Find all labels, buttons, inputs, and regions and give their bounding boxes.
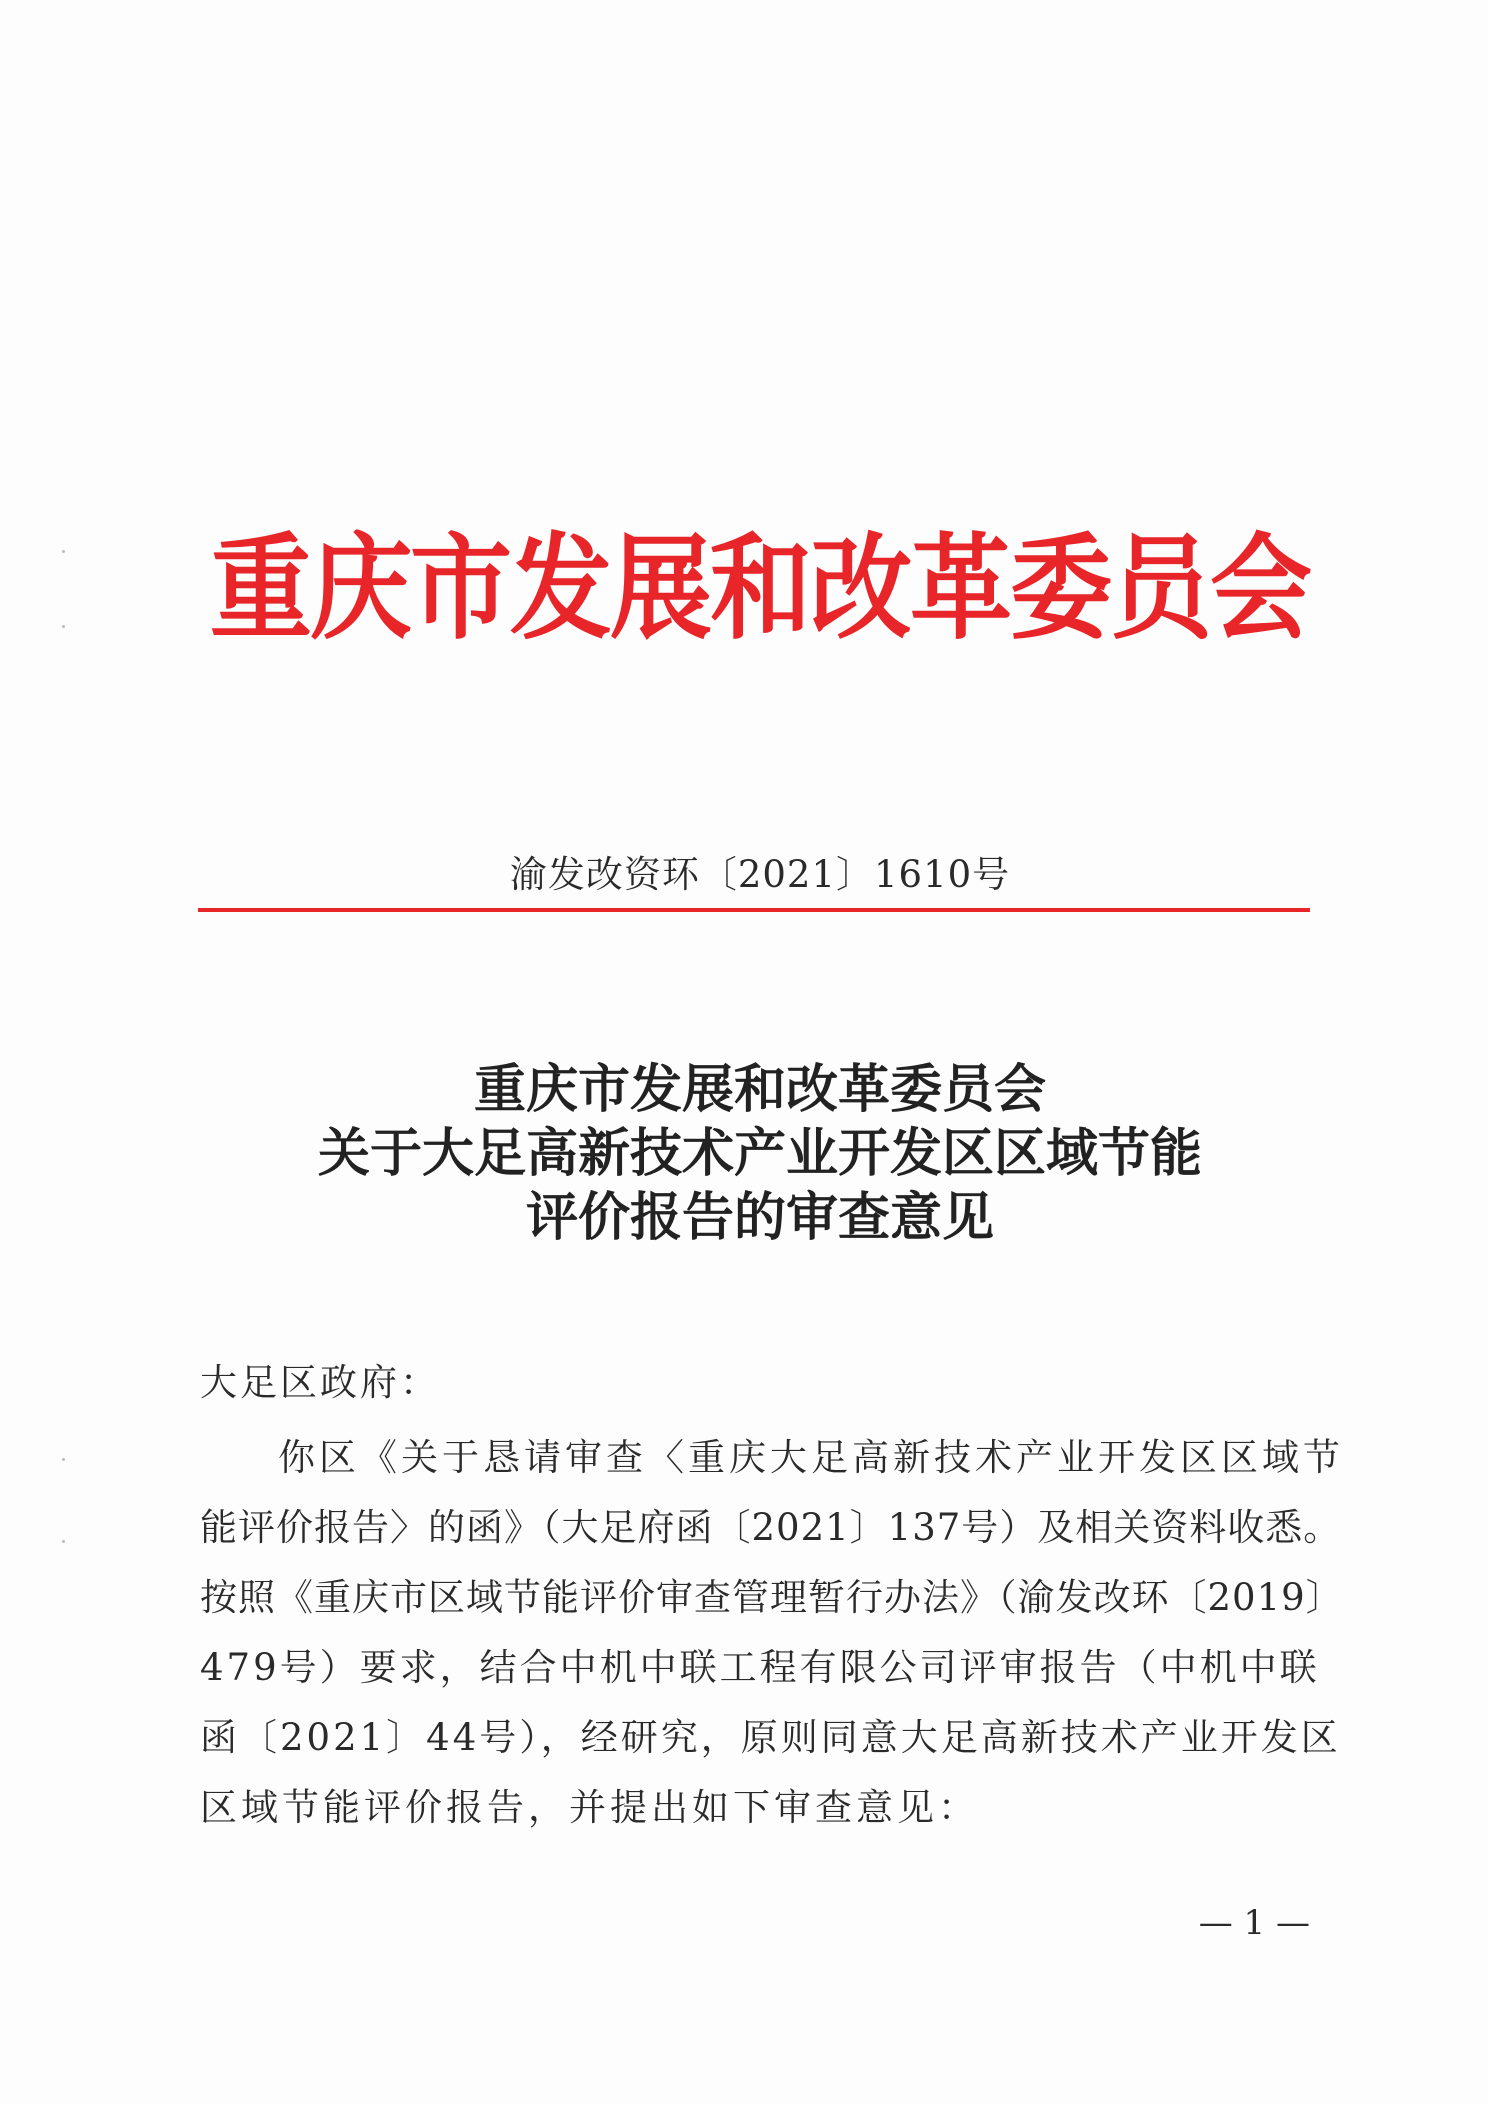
document-title <box>160 1058 1360 1250</box>
scan-speck <box>62 550 65 553</box>
body-line: 按照《重庆市区域节能评价审查管理暂行办法》（渝发改环〔2019〕 <box>200 1576 1344 1619</box>
title-line: 关于大足高新技术产业开发区区域节能 <box>317 1123 1202 1184</box>
body-paragraph <box>200 1423 1344 1843</box>
document-number: 渝发改资环〔2021〕1610号 <box>509 853 1011 896</box>
scan-speck <box>62 625 65 628</box>
body-line: 479号）要求，结合中机中联工程有限公司评审报告（中机中联 <box>200 1646 1320 1689</box>
masthead: 重庆市发展和改革委员会 <box>210 522 1310 657</box>
red-divider-line <box>198 908 1310 912</box>
body-line: 区域节能评价报告，并提出如下审查意见： <box>200 1786 979 1829</box>
title-line: 评价报告的审查意见 <box>525 1187 994 1248</box>
title-line: 重庆市发展和改革委员会 <box>473 1059 1046 1120</box>
scan-speck <box>62 1458 65 1461</box>
body-line: 你区《关于恳请审查〈重庆大足高新技术产业开发区区域节 <box>278 1436 1344 1479</box>
body-line: 能评价报告〉的函》（大足府函〔2021〕137号）及相关资料收悉。 <box>200 1506 1342 1549</box>
salutation: 大足区政府： <box>200 1361 440 1404</box>
body-line: 函〔2021〕44号），经研究，原则同意大足高新技术产业开发区 <box>200 1716 1341 1759</box>
page-number: — 1 — <box>1198 1903 1310 1943</box>
scan-speck <box>62 1540 65 1543</box>
